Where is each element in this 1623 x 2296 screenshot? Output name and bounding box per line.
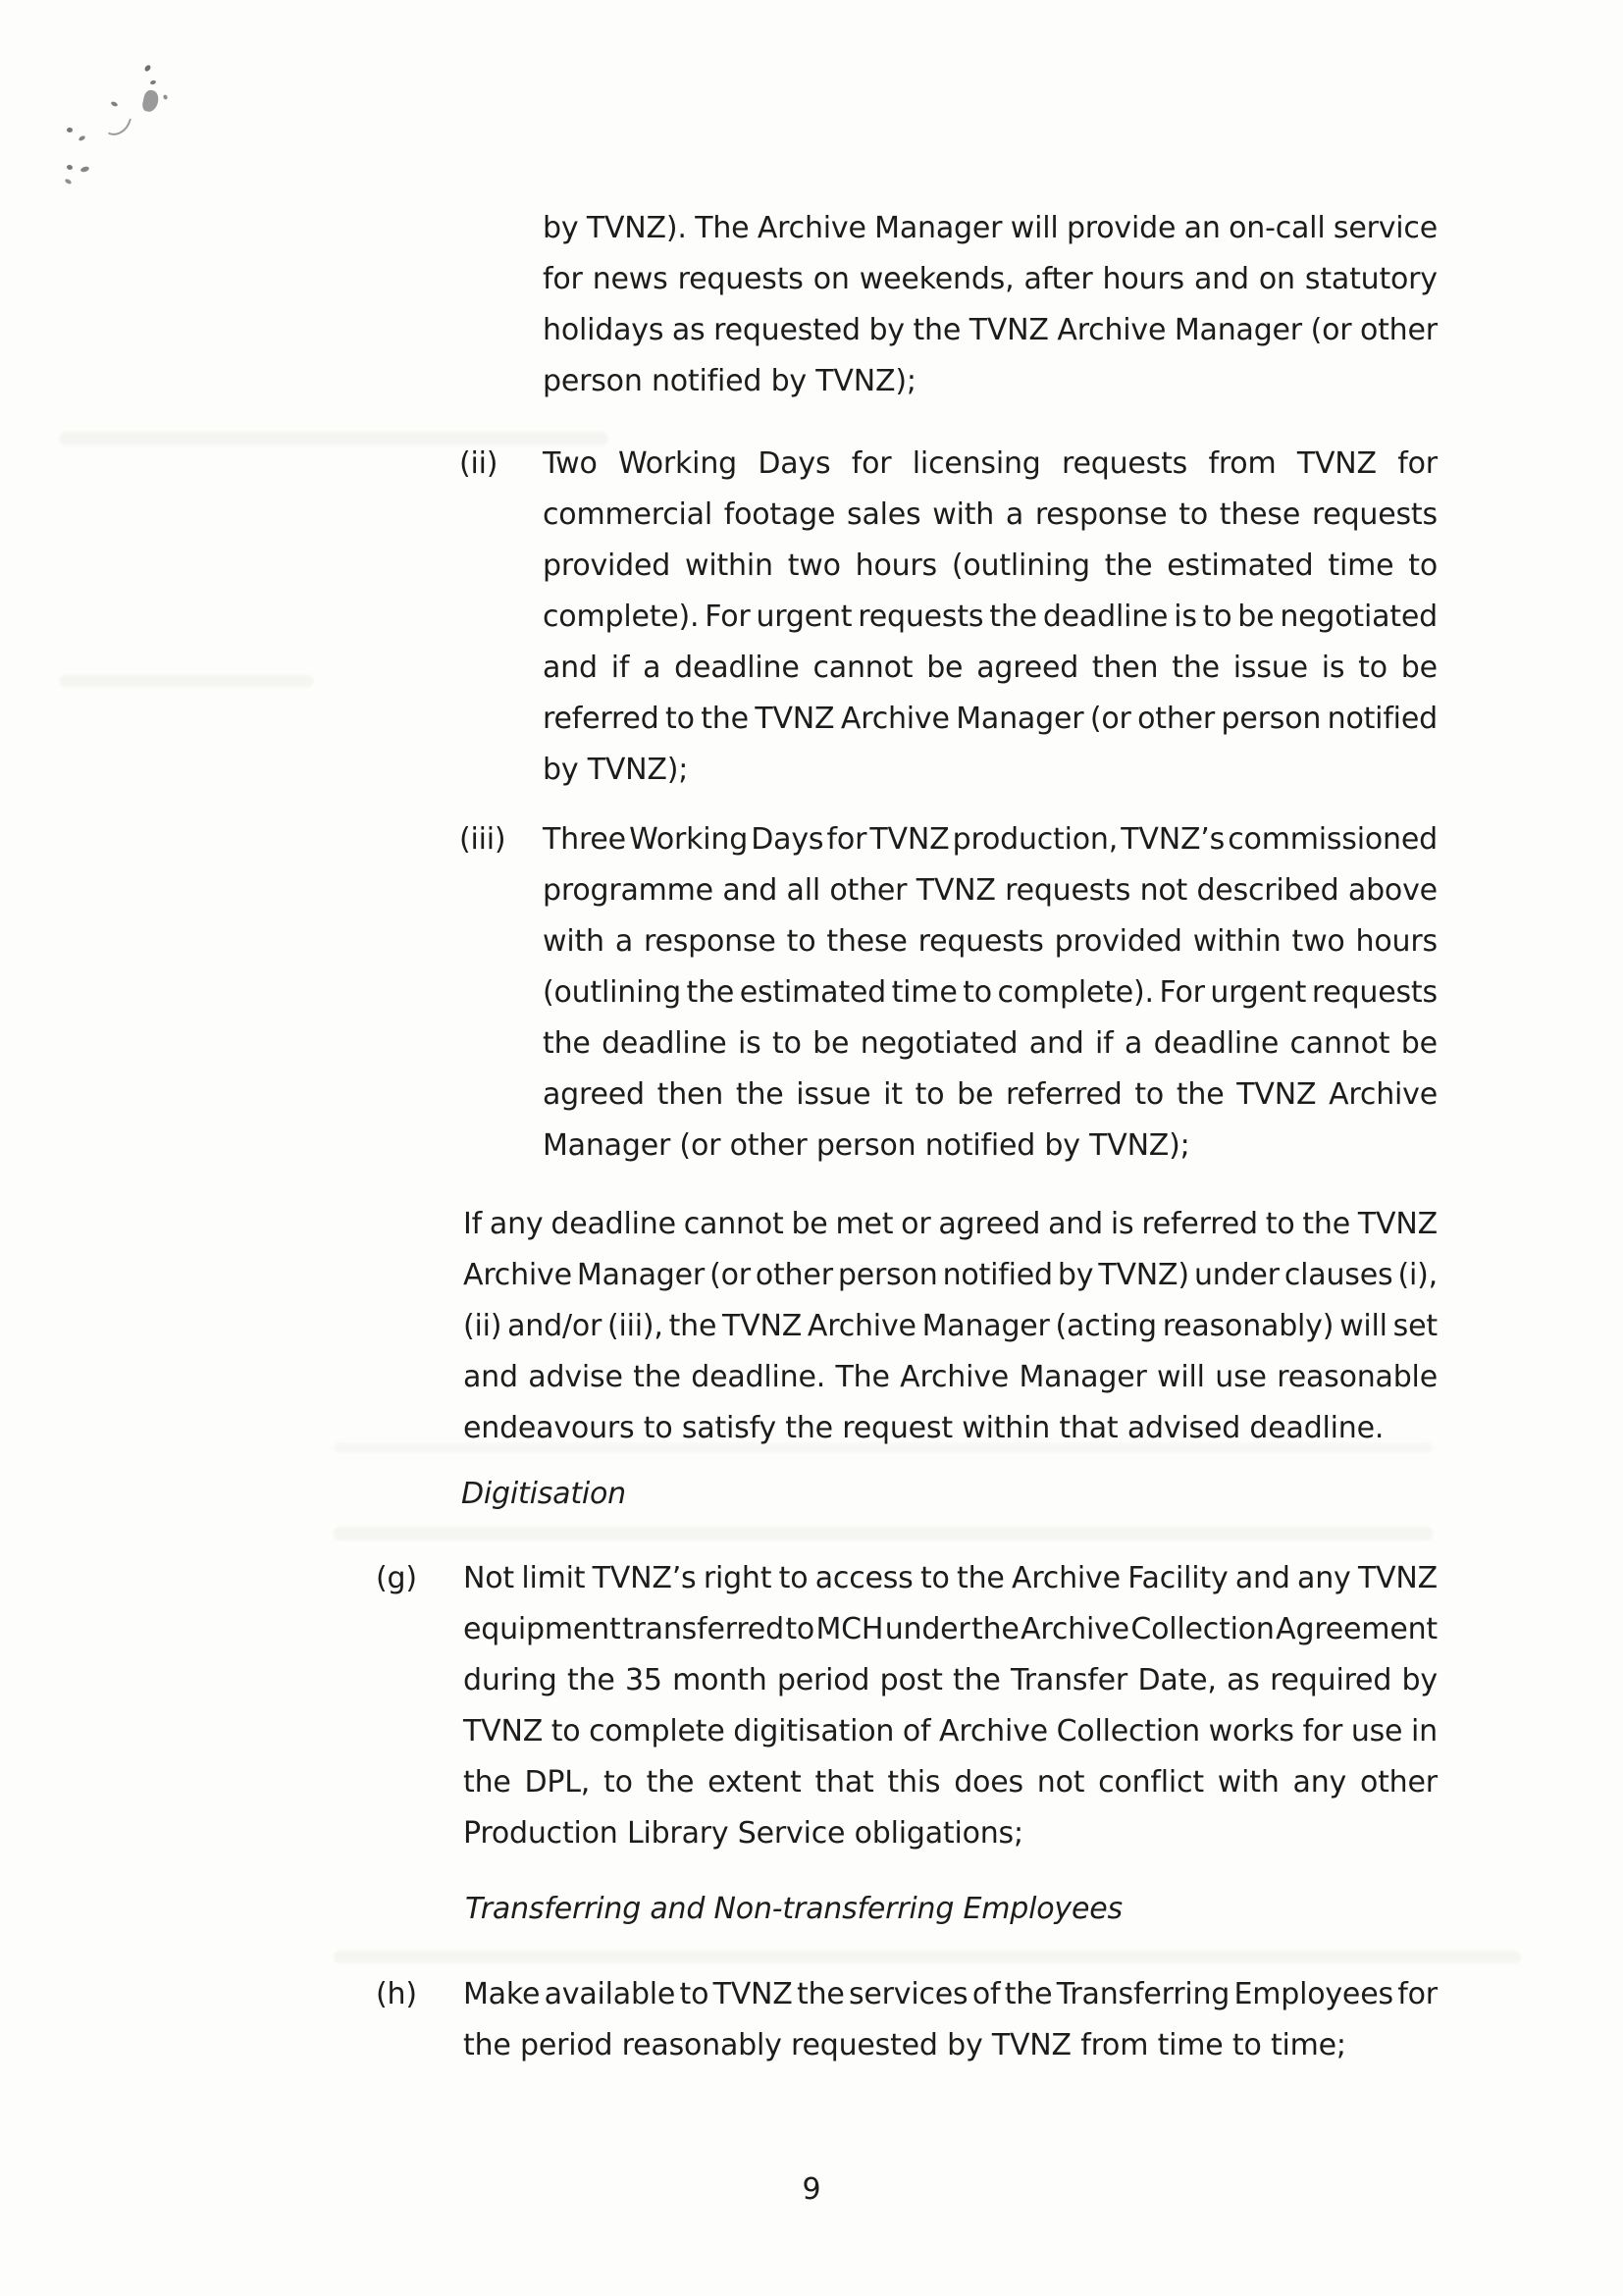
text-line: Not limit TVNZ’s right to access to the Archive Facility and any TVNZ	[463, 1561, 1438, 1595]
scan-smudge	[334, 1951, 1521, 1963]
text-line: endeavours to satisfy the request within that advised deadline.	[463, 1411, 1385, 1445]
paragraph-clause-i-continuation	[543, 203, 1438, 407]
list-item-ii	[459, 439, 1438, 796]
text-line: (ii) and/or (iii), the TVNZ Archive Manager (acting reasonably) will set	[463, 1309, 1438, 1343]
list-item-body	[543, 439, 1438, 796]
scan-smudge	[334, 1527, 1433, 1540]
list-item-body	[463, 1553, 1438, 1859]
text-line: holidays as requested by the TVNZ Archive Manager (or other	[543, 313, 1438, 347]
ink-speck	[163, 94, 169, 100]
text-line: Three Working Days for TVNZ production, TVNZ’s commissioned	[543, 822, 1438, 857]
text-line: by TVNZ);	[543, 753, 689, 787]
ink-speck	[66, 164, 73, 170]
text-line: complete). For urgent requests the deadline is to be negotiated	[543, 600, 1438, 634]
text-line: the deadline is to be negotiated and if a deadline cannot be	[543, 1026, 1438, 1061]
text-line: If any deadline cannot be met or agreed and is referred to the TVNZ	[463, 1207, 1438, 1241]
text-line: commercial footage sales with a response to these requests	[543, 497, 1438, 532]
ink-speck	[79, 166, 89, 174]
text-line: the period reasonably requested by TVNZ from time to time;	[463, 2028, 1346, 2062]
text-line: Two Working Days for licensing requests from TVNZ for	[543, 446, 1438, 481]
text-line: Production Library Service obligations;	[463, 1816, 1023, 1851]
text-line: provided within two hours (outlining the estimated time to	[543, 548, 1438, 583]
text-line: by TVNZ). The Archive Manager will provide an on-call service	[543, 211, 1438, 245]
page-number: 9	[802, 2172, 821, 2207]
list-marker: (h)	[376, 1977, 417, 2011]
paragraph-deadlines	[463, 1199, 1438, 1454]
list-item-body	[463, 1969, 1438, 2071]
text-line: with a response to these requests provided within two hours	[543, 924, 1438, 959]
text-line: TVNZ to complete digitisation of Archive Collection works for use in	[463, 1714, 1438, 1748]
text-line: (outlining the estimated time to complete). For urgent requests	[543, 975, 1438, 1010]
list-item-h	[376, 1969, 1438, 2071]
text-line: agreed then the issue it to be referred to the TVNZ Archive	[543, 1077, 1438, 1112]
ink-squiggle	[108, 114, 131, 139]
text-line: during the 35 month period post the Transfer Date, as required by	[463, 1663, 1438, 1697]
text-line: referred to the TVNZ Archive Manager (or other person notified	[543, 702, 1438, 736]
list-marker: (iii)	[459, 822, 506, 857]
text-line: the DPL, to the extent that this does not conflict with any other	[463, 1765, 1438, 1800]
ink-speck	[143, 64, 151, 73]
ink-speck	[67, 128, 73, 132]
text-line: Manager (or other person notified by TVNZ);	[543, 1128, 1190, 1163]
section-heading-digitisation: Digitisation	[461, 1477, 626, 1511]
list-item-body	[543, 814, 1438, 1172]
text-line: for news requests on weekends, after hours and on statutory	[543, 262, 1438, 296]
list-marker: (ii)	[459, 446, 498, 481]
text-line: and if a deadline cannot be agreed then the issue is to be	[543, 651, 1438, 685]
ink-speck	[149, 79, 156, 85]
text-line: person notified by TVNZ);	[543, 364, 916, 398]
text-line: and advise the deadline. The Archive Manager will use reasonable	[463, 1360, 1438, 1394]
ink-speck	[141, 89, 160, 114]
text-line: Archive Manager (or other person notified by TVNZ) under clauses (i),	[463, 1258, 1438, 1292]
section-heading-transferring-employees: Transferring and Non-transferring Employees	[465, 1892, 1123, 1926]
ink-speck	[110, 101, 118, 108]
text-line: programme and all other TVNZ requests not described above	[543, 873, 1438, 908]
ink-speck	[78, 135, 85, 142]
list-item-g	[376, 1553, 1438, 1859]
text-line: equipment transferred to MCH under the Archive Collection Agreement	[463, 1612, 1438, 1646]
list-marker: (g)	[376, 1561, 417, 1595]
text-line: Make available to TVNZ the services of the Transferring Employees for	[463, 1977, 1438, 2011]
ink-speck	[64, 179, 72, 185]
scan-smudge	[59, 675, 314, 687]
list-item-iii	[459, 814, 1438, 1172]
